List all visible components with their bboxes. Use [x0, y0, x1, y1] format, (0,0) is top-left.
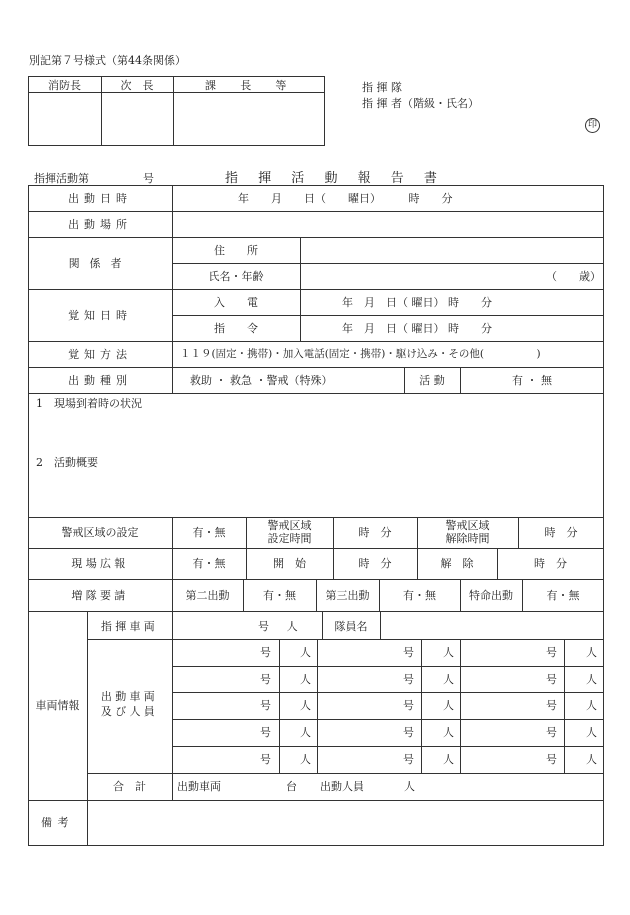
vehicle-number-unit: 号: [260, 646, 271, 659]
total-people-label: 出動人員: [320, 780, 364, 793]
form-number: 別記第７号様式（第44条関係）: [29, 54, 186, 67]
narrative-item-1: 1 現場到着時の状況: [36, 397, 142, 410]
vehicle-info-label: 車両情報: [35, 699, 80, 712]
vehicle-number-unit: 号: [403, 673, 414, 686]
vehicle-number-unit: 号: [546, 699, 557, 712]
activity-summary-field[interactable]: [29, 471, 603, 516]
vehicle-person-unit: 人: [443, 673, 454, 686]
seal-icon: 印: [585, 118, 600, 133]
total-people-unit: 人: [404, 780, 415, 793]
vehicle-person-unit: 人: [300, 646, 311, 659]
vehicle-number-unit: 号: [403, 726, 414, 739]
remarks-field[interactable]: [88, 801, 603, 845]
guard-release-time-value[interactable]: 時 分: [544, 526, 578, 539]
vehicle-number-unit: 号: [403, 699, 414, 712]
pr-start-time[interactable]: 時 分: [358, 557, 392, 570]
pr-end-time[interactable]: 時 分: [534, 557, 567, 570]
persons-label: 関係者: [68, 257, 132, 270]
reinforcement-label: 増隊要請: [71, 589, 129, 602]
vehicle-person-unit: 人: [300, 726, 311, 739]
report-title: 指揮活動報告書: [225, 171, 458, 186]
vehicle-person-unit: 人: [586, 673, 597, 686]
vehicle-person-unit: 人: [300, 753, 311, 766]
dispatch-datetime-label: 出動日時: [68, 192, 132, 205]
activity-label: 活 動: [419, 374, 445, 387]
serial-suffix: 号: [143, 172, 154, 185]
narrative-item-2: 2 活動概要: [36, 456, 98, 469]
commander-label: 指 揮 者（階級・氏名）: [362, 97, 479, 110]
third-dispatch-yes-no[interactable]: 有・無: [403, 589, 436, 602]
vehicle-person-unit: 人: [586, 726, 597, 739]
serial-label: 指揮活動第: [34, 172, 89, 185]
age-unit: （ 歳）: [546, 270, 601, 283]
guard-set-time-label-2: 設定時間: [267, 532, 312, 545]
second-dispatch-label: 第二出動: [185, 589, 230, 602]
remarks-label: 備考: [41, 816, 74, 829]
second-dispatch-yes-no[interactable]: 有・無: [263, 589, 296, 602]
guard-set-time-label-1: 警戒区域: [267, 519, 312, 532]
total-label: 合 計: [113, 780, 146, 793]
crew-name-field[interactable]: [381, 612, 603, 639]
vehicle-number-unit: 号: [260, 699, 271, 712]
approval-stamp-deputy[interactable]: [102, 93, 172, 145]
vehicle-number-unit: 号: [403, 646, 414, 659]
dispatch-vehicles-label-2: 及び人員: [100, 705, 159, 718]
dispatch-place-field[interactable]: [173, 212, 603, 237]
approval-section-chief: 課 長 等: [205, 79, 293, 92]
order-label: 指 令: [214, 322, 258, 335]
vehicle-person-unit: 人: [443, 699, 454, 712]
guard-set-time-value[interactable]: 時 分: [358, 526, 392, 539]
vehicle-number-unit: 号: [546, 673, 557, 686]
address-label: 住 所: [214, 244, 258, 257]
special-dispatch-yes-no[interactable]: 有・無: [546, 589, 580, 602]
vehicle-person-unit: 人: [300, 673, 311, 686]
crew-name-label: 隊員名: [334, 620, 368, 633]
alarm-datetime-label: 覚知日時: [68, 309, 132, 322]
vehicle-number-unit: 号: [260, 726, 271, 739]
dispatch-vehicles-label-1: 出動車両: [100, 690, 159, 703]
dispatch-type-label: 出動種別: [68, 374, 132, 387]
vehicle-number-unit: 号: [546, 726, 557, 739]
pr-start-label: 開 始: [273, 557, 306, 570]
third-dispatch-label: 第三出動: [325, 589, 370, 602]
vehicle-person-unit: 人: [586, 753, 597, 766]
vehicle-number-unit: 号: [260, 673, 271, 686]
total-vehicles-unit: 台: [286, 780, 297, 793]
command-vehicle-label: 指揮車両: [100, 620, 159, 633]
vehicle-number-unit: 号: [546, 646, 557, 659]
guard-release-label-2: 解除時間: [445, 532, 490, 545]
special-dispatch-label: 特命出動: [469, 589, 513, 602]
total-vehicles-label: 出動車両: [177, 780, 221, 793]
address-field[interactable]: [301, 238, 603, 263]
vehicle-person-unit: 人: [443, 726, 454, 739]
command-unit-label: 指 揮 隊: [362, 81, 402, 94]
guard-zone-yes-no[interactable]: 有・無: [192, 526, 226, 539]
approval-stamp-fire-chief[interactable]: [29, 93, 100, 145]
name-age-field[interactable]: [301, 264, 541, 289]
dispatch-type-options[interactable]: 救助 ・ 救急 ・警戒（特殊）: [190, 374, 333, 387]
guard-zone-label: 警戒区域の設定: [61, 526, 139, 539]
vehicle-person-unit: 人: [300, 699, 311, 712]
vehicle-person-unit: 人: [586, 699, 597, 712]
command-vehicle-number-people[interactable]: 号 人: [258, 620, 301, 633]
vehicle-number-unit: 号: [403, 753, 414, 766]
incoming-call-time[interactable]: 年 月 日（ 曜日） 時 分: [342, 296, 492, 309]
vehicle-person-unit: 人: [586, 646, 597, 659]
vehicle-number-unit: 号: [260, 753, 271, 766]
incoming-call-label: 入 電: [214, 296, 258, 309]
alarm-method-options[interactable]: １１９(固定・携帯)・加入電話(固定・携帯)・駆け込み・その他( ): [180, 348, 541, 360]
site-pr-yes-no[interactable]: 有・無: [192, 557, 226, 570]
approval-deputy: 次 長: [120, 79, 154, 92]
approval-stamp-section-chief[interactable]: [174, 93, 324, 145]
order-time[interactable]: 年 月 日（ 曜日） 時 分: [342, 322, 492, 335]
dispatch-datetime-value[interactable]: 年 月 日（ 曜日） 時 分: [238, 192, 453, 205]
name-age-label: 氏名・年齢: [208, 270, 264, 283]
dispatch-place-label: 出動場所: [68, 218, 132, 231]
pr-end-label: 解 除: [440, 557, 474, 570]
vehicle-person-unit: 人: [443, 646, 454, 659]
vehicle-person-unit: 人: [443, 753, 454, 766]
alarm-method-label: 覚知方法: [68, 348, 132, 361]
guard-release-label-1: 警戒区域: [445, 519, 490, 532]
site-pr-label: 現場広報: [71, 557, 129, 570]
arrival-situation-field[interactable]: [29, 412, 603, 452]
activity-yes-no[interactable]: 有 ・ 無: [512, 374, 552, 387]
approval-fire-chief: 消防長: [48, 79, 81, 92]
vehicle-number-unit: 号: [546, 753, 557, 766]
